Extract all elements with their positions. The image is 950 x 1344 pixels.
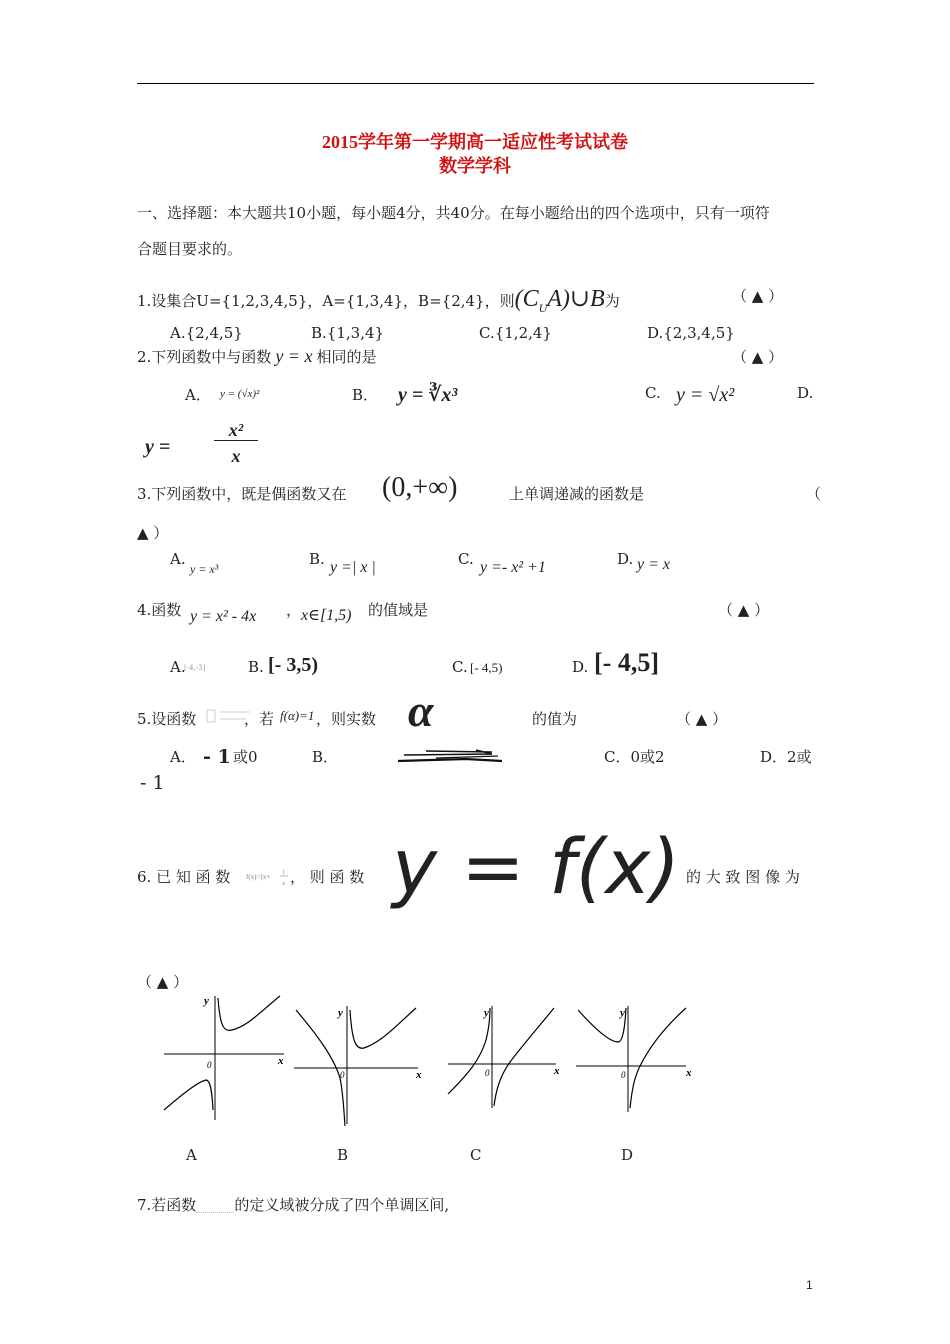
- question-3-tail: 上单调递减的函数是: [509, 485, 645, 503]
- q6-function-definition-image: [246, 866, 292, 894]
- q5-option-a-tail: 或0: [233, 748, 258, 766]
- question-3-stem: 3.下列函数中，既是偶函数又在: [137, 485, 347, 503]
- graph-a-y-label: y: [204, 995, 209, 1007]
- q4-option-c-label: C.: [452, 658, 468, 676]
- q2-option-d-numerator: x²: [214, 420, 258, 441]
- graph-a-origin: 0: [207, 1060, 212, 1070]
- graph-a-curve-right: [218, 996, 280, 1030]
- q4-option-a-expr: [-4,-3]: [184, 664, 206, 672]
- q1-option-d: D.{2,3,4,5}: [647, 324, 735, 342]
- graph-label-a: A: [186, 1146, 197, 1164]
- q2-option-c-expr: y = √x²: [676, 384, 735, 406]
- q3-option-d-expr: y = x: [637, 556, 670, 573]
- graph-b-curve-right: [350, 1008, 416, 1048]
- q6-graph-c: [444, 1002, 574, 1112]
- q2-option-a-label: A．: [185, 386, 211, 404]
- question-2-answer-slot: （ ▲ ）: [732, 348, 784, 366]
- q5-option-d: D．2或: [760, 748, 812, 766]
- question-6-tail: 的 大 致 图 像 为: [686, 868, 800, 886]
- question-4-answer-slot: （ ▲ ）: [718, 601, 770, 619]
- q1-option-b: B.{1,3,4}: [311, 324, 385, 342]
- q3-option-b-label: B.: [309, 550, 325, 568]
- q2-option-d-lhs: y =: [145, 436, 171, 458]
- question-6-mid: ， 则 函 数: [290, 868, 365, 886]
- graph-c-curve-left: [448, 1008, 490, 1094]
- q6-function-definition-glyph: [246, 866, 292, 890]
- question-4-stem: 4.函数: [137, 601, 182, 619]
- question-4-sep: ，: [286, 601, 302, 619]
- q4-option-a-label: A.: [170, 658, 186, 676]
- question-3-answer-open: （: [806, 485, 822, 503]
- section-instructions-line1: 一、选择题：本大题共10小题，每小题4分，共40分。在每小题给出的四个选项中，只有一项符: [137, 204, 770, 222]
- question-5-alpha: α: [408, 685, 434, 736]
- graph-label-b: B: [337, 1146, 349, 1164]
- svg-text:1: 1: [282, 870, 285, 876]
- graph-d-origin: 0: [621, 1070, 626, 1080]
- graph-b-y-label: y: [338, 1007, 343, 1019]
- q1-option-a: A.{2,4,5}: [170, 324, 243, 342]
- question-3-interval: (0,+∞): [382, 472, 458, 503]
- graph-a-curve-left: [164, 1080, 213, 1110]
- q3-option-c-label: C.: [458, 550, 474, 568]
- q5-option-a-label: A．: [170, 748, 196, 766]
- question-1-expr: [514, 286, 605, 315]
- graph-c-origin: 0: [485, 1068, 490, 1078]
- q3-option-c-expr: y =- x² +1: [480, 559, 546, 576]
- graph-c-curve-right: [494, 1008, 554, 1106]
- question-2-tail: 相同的是: [316, 348, 377, 366]
- graph-d-curve-left: [578, 1008, 626, 1042]
- question-5-tail: 的值为: [532, 710, 578, 728]
- q2-option-d-denominator: x: [231, 446, 241, 466]
- svg-text:f(x)=(x+: f(x)=(x+: [246, 873, 271, 881]
- q5-option-c: C．0或2: [604, 748, 665, 766]
- question-5-stem: 5.设函数: [137, 710, 197, 728]
- graph-label-c: C: [470, 1146, 482, 1164]
- question-5-mid2: ，则实数: [316, 710, 377, 728]
- question-1-tail: 为: [604, 292, 620, 310]
- section-instructions-line2: 合题目要求的。: [137, 240, 243, 258]
- q5-option-a-expr: - 1: [203, 746, 231, 768]
- q7-function-image: [196, 1200, 234, 1213]
- question-2-text: 2.下列函数中与函数: [137, 348, 272, 366]
- graph-b-origin: 0: [340, 1070, 345, 1080]
- graph-d-x-label: x: [686, 1067, 692, 1079]
- q5-option-b-scribble: [396, 744, 504, 766]
- question-7-text-a: 7.若函数: [137, 1196, 197, 1214]
- q3-option-b-expr: y =| x |: [330, 559, 376, 576]
- question-2-expr: y = x: [275, 346, 313, 366]
- question-5-mid: ，若: [244, 710, 275, 728]
- question-5-answer-slot: （ ▲ ）: [676, 710, 728, 728]
- page-title: 2015学年第一学期高一适应性考试试卷: [322, 132, 628, 152]
- q1-option-c: C.{1,2,4}: [479, 324, 552, 342]
- question-3-answer-close: ▲ ）: [137, 524, 169, 542]
- q3-option-a-expr: y = x³: [190, 562, 219, 576]
- q1-expr-part1: (C: [514, 286, 539, 312]
- question-4-tail: 的值域是: [368, 601, 429, 619]
- question-7-text-b: 的定义域被分成了四个单调区间,: [234, 1196, 450, 1214]
- q2-option-a-expr: y = (√x)²: [220, 388, 260, 400]
- q4-option-b-expr: [- 3,5): [268, 654, 318, 676]
- q4-option-c-expr: [- 4,5): [470, 660, 503, 675]
- question-7-stem: [137, 1194, 449, 1215]
- q3-option-d-label: D.: [617, 550, 634, 568]
- question-6-answer-slot: （ ▲ ）: [137, 973, 189, 991]
- q6-graph-b: [290, 1002, 425, 1127]
- graph-b-x-label: x: [416, 1069, 422, 1081]
- q4-option-d-label: D.: [572, 658, 589, 676]
- question-1-text: 1.设集合U={1,2,3,4,5}，A={1,3,4}，B={2,4}，则: [137, 292, 515, 310]
- q1-expr-part2: A)∪B: [547, 286, 605, 312]
- graph-label-d: D: [621, 1146, 634, 1164]
- q5-option-b-smudge: [396, 744, 504, 770]
- graph-c-x-label: x: [554, 1065, 560, 1077]
- question-1-stem: [137, 284, 620, 316]
- question-4-domain: x∈[1,5): [301, 607, 352, 624]
- q4-option-b-label: B.: [248, 658, 264, 676]
- question-1-answer-slot: （ ▲ ）: [732, 287, 784, 305]
- q1-expr-sub: U: [538, 300, 548, 315]
- q2-option-b-label: B．: [352, 386, 379, 404]
- graph-a-x-label: x: [278, 1055, 284, 1067]
- page-subtitle: 数学学科: [439, 156, 511, 176]
- header-rule: [137, 83, 814, 84]
- page-number: 1: [806, 1278, 813, 1292]
- svg-text:x: x: [282, 881, 285, 887]
- graph-d-curve-right: [630, 1008, 686, 1108]
- question-4-expr: y = x² - 4x: [190, 608, 257, 625]
- q2-option-d-label: D.: [797, 384, 814, 402]
- q2-option-c-label: C.: [645, 384, 661, 402]
- q4-option-d-expr: [- 4,5]: [594, 648, 659, 677]
- question-2-stem: [137, 346, 376, 367]
- q6-graph-d: [572, 1002, 702, 1117]
- question-6-stem: 6. 已 知 函 数: [137, 868, 231, 886]
- q5-option-d-cont: - 1: [140, 772, 165, 794]
- graph-c-y-label: y: [484, 1007, 489, 1019]
- graph-d-y-label: y: [620, 1007, 625, 1019]
- q5-option-b-label: B．: [312, 748, 339, 766]
- q2-option-b-expr: y = ∛x³: [398, 384, 458, 406]
- q6-graph-a: [160, 992, 290, 1122]
- question-6-big-expr: y = f(x): [392, 822, 681, 911]
- question-5-condition: f(α)=1: [280, 708, 315, 723]
- q3-option-a-label: A.: [170, 550, 186, 568]
